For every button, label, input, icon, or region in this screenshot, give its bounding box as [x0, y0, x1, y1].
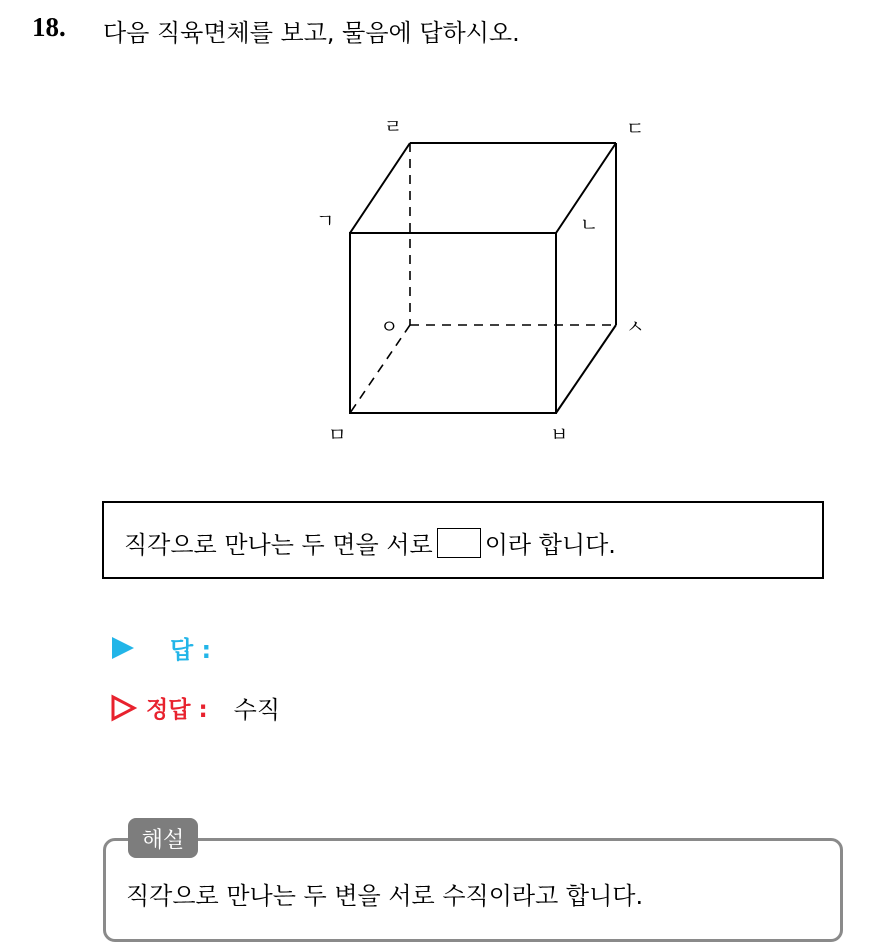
edge-s-b: [556, 325, 616, 413]
hidden-edge-o-m: [350, 325, 410, 413]
correct-answer-value: 수직: [233, 696, 281, 724]
vertex-label-g: ㄱ: [316, 210, 335, 232]
vertex-label-m: ㅁ: [328, 424, 347, 446]
vertex-label-o: ㅇ: [380, 316, 399, 338]
statement-after: 이라 합니다.: [484, 531, 616, 559]
question-prompt: 다음 직육면체를 보고, 물음에 답하시오.: [103, 19, 520, 47]
correct-answer-row: [110, 690, 280, 725]
statement-before: 직각으로 만나는 두 면을 서로: [124, 531, 433, 559]
answer-blank: [437, 528, 481, 558]
vertex-label-d: ㄷ: [626, 118, 645, 140]
question-number: 18.: [32, 12, 66, 42]
correct-answer-label: 정답 :: [146, 697, 208, 723]
vertex-label-b: ㅂ: [550, 424, 569, 446]
answer-label: 답 :: [170, 636, 212, 664]
vertex-label-s: ㅅ: [626, 316, 645, 338]
statement-box: [102, 501, 824, 579]
edge-g-r: [350, 143, 410, 233]
vertex-label-n: ㄴ: [580, 214, 599, 236]
vertex-label-r: ㄹ: [384, 116, 403, 138]
play-arrow-icon: [110, 635, 136, 661]
outline-arrow-icon: [110, 694, 138, 722]
answer-row: [110, 630, 211, 665]
explanation-tag: 해설: [128, 818, 198, 858]
cuboid-figure: [300, 105, 680, 455]
explanation-text: 직각으로 만나는 두 변을 서로 수직이라고 합니다.: [126, 882, 644, 910]
statement: [124, 525, 616, 560]
